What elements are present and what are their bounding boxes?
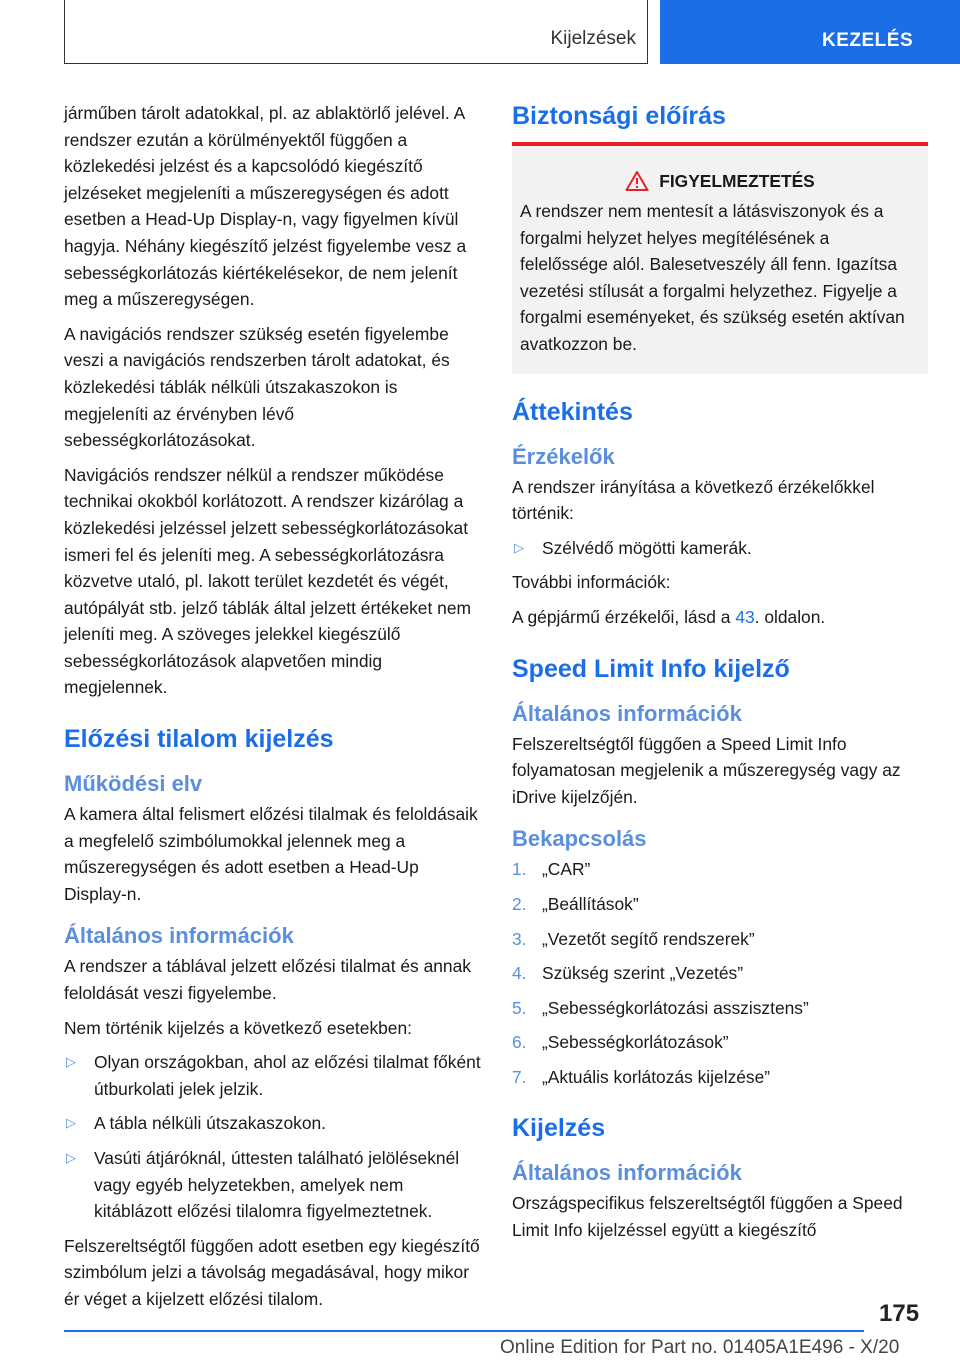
intro-paragraph-3: Navigációs rendszer nélkül a rendszer működése technikai okokból korlátozott. A rendszer kizárólag a közlekedési jelzéssel jelzett sebességkorlátozásokat ismeri fel és jeleníti meg. A sebességkorlátozásra közvetve utaló, pl. lakott terület kezdetét és végét, autópályát stb. jelző táblák által jelzett értékeket nem jeleníti meg. A szöveges jelekkel kiegészülő sebességkorlátozások alapvetően mindig megjelennek. — [64, 464, 471, 698]
general-paragraph-3: Felszereltségtől függően adott esetben egy kiegészítő szimbólum jelzi a távolság megadásával, hogy mikor ér véget a kijelzett előzési tilalom. — [64, 1235, 480, 1309]
list-item: 7. „Aktuális korlátozás kijelzése” — [512, 1066, 771, 1087]
subheading-sensors: Érzékelők — [512, 443, 615, 469]
list-item: 2. „Beállítások” — [512, 893, 639, 914]
heading-overview: Áttekintés — [512, 397, 633, 426]
right-column — [512, 100, 928, 1252]
display-paragraph: Országspecifikus felszereltségtől függően a Speed Limit Info kijelzéssel együtt a kiegészítő — [512, 1193, 903, 1241]
chapter-title: Kijelzések — [550, 28, 636, 49]
list-item: 3. „Vezetőt segítő rendszerek” — [512, 928, 755, 949]
sensors-list — [512, 535, 928, 562]
triangle-bullet-icon: ▷ — [66, 1115, 76, 1131]
list-item: 4. Szükség szerint „Vezetés” — [512, 963, 744, 984]
left-column — [64, 100, 482, 1321]
intro-paragraph-2: A navigációs rendszer szükség esetén figyelembe veszi a navigációs rendszerben tárolt adatokat, és közlekedési táblák nélküli útszakaszokon is megjeleníti az érvényben lévő sebességkorlátozásokat. — [64, 323, 450, 451]
subheading-general-info: Általános információk — [64, 923, 294, 949]
sli-general-paragraph: Felszereltségtől függően a Speed Limit Info folyamatosan megjelenik a műszeregység vagy az iDrive kijelzőjén. — [512, 733, 901, 807]
list-item: 1. „CAR” — [512, 859, 591, 880]
page-number: 175 — [879, 1300, 920, 1327]
edition-footer: Online Edition for Part no. 01405A1E496 - X/20 — [500, 1337, 900, 1358]
general-paragraph-2: Nem történik kijelzés a következő esetekben: — [64, 1017, 412, 1038]
switch-on-steps — [512, 856, 928, 1090]
section-tab: KEZELÉS — [660, 0, 960, 64]
exceptions-list — [64, 1049, 482, 1225]
sensors-paragraph: A rendszer irányítása a következő érzékelőkkel történik: — [512, 476, 875, 524]
page-reference-link[interactable]: 43 — [735, 606, 755, 627]
subheading-general-info-2: Általános információk — [512, 1160, 742, 1186]
heading-overtaking: Előzési tilalom kijelzés — [64, 725, 334, 754]
more-info-label: További információk: — [512, 572, 671, 593]
list-item: ▷ Vasúti átjáróknál, úttesten található jelöléseknél vagy egyéb helyzetekben, amelyek nem kitáblázott előzési tilalomra figyelmeztetnek. — [64, 1145, 482, 1225]
warning-box — [512, 142, 928, 374]
subheading-general-info: Általános információk — [512, 700, 742, 726]
list-item: ▷ Szélvédő mögötti kamerák. — [512, 535, 928, 562]
triangle-bullet-icon: ▷ — [66, 1054, 76, 1070]
subheading-switch-on: Bekapcsolás — [512, 826, 647, 852]
triangle-bullet-icon: ▷ — [514, 539, 524, 555]
general-paragraph-1: A rendszer a táblával jelzett előzési tilalmat és annak feloldását veszi figyelembe. — [64, 956, 471, 1004]
warning-text: A rendszer nem mentesít a látásviszonyok és a forgalmi helyzet helyes megítélésének a felelőssége alól. Balesetveszély áll fenn. Igazítsa vezetési stílusát a forgalmi helyzethez. Figyelje a forgalmi eseményeket, és szükség esetén aktívan avatkozzon be. — [520, 201, 905, 354]
intro-paragraph-1: járműben tárolt adatokkal, pl. az ablaktörlő jelével. A rendszer ezután a körülményektől függően a közlekedési jelzést és a kapcsolódó kiegészítő jelzéseket megjeleníti a műszeregységen és adott esetben a Head-Up Display-n, vagy figyelmen kívül hagyja. Néhány kiegészítő jelzést figyelembe vesz a sebességkorlátozás kiértékelésekor, de nem jelenít meg a műszeregységen. — [64, 103, 467, 310]
heading-display: Kijelzés — [512, 1114, 606, 1143]
list-item: 5. „Sebességkorlátozási asszisztens” — [512, 997, 809, 1018]
subheading-principle: Működési elv — [64, 771, 203, 797]
footer-divider — [64, 1330, 864, 1332]
heading-safety: Biztonsági előírás — [512, 102, 726, 130]
warning-title: FIGYELMEZTETÉS — [520, 168, 920, 194]
principle-paragraph: A kamera által felismert előzési tilalmak és feloldásaik a megfelelő szimbólumokkal jelennek meg a műszeregységen és adott esetben a Head-Up Display-n. — [64, 804, 478, 904]
list-item: 6. „Sebességkorlátozások” — [512, 1032, 729, 1053]
sensors-reference: A gépjármű érzékelői, lásd a 43. oldalon. — [512, 606, 826, 627]
list-item: ▷ A tábla nélküli útszakaszokon. — [64, 1110, 482, 1137]
warning-triangle-icon — [625, 170, 649, 192]
triangle-bullet-icon: ▷ — [66, 1150, 76, 1165]
heading-speed-limit-info: Speed Limit Info kijelző — [512, 654, 790, 683]
list-item: ▷ Olyan országokban, ahol az előzési tilalmat főként útburkolati jelek jelzik. — [64, 1049, 482, 1102]
